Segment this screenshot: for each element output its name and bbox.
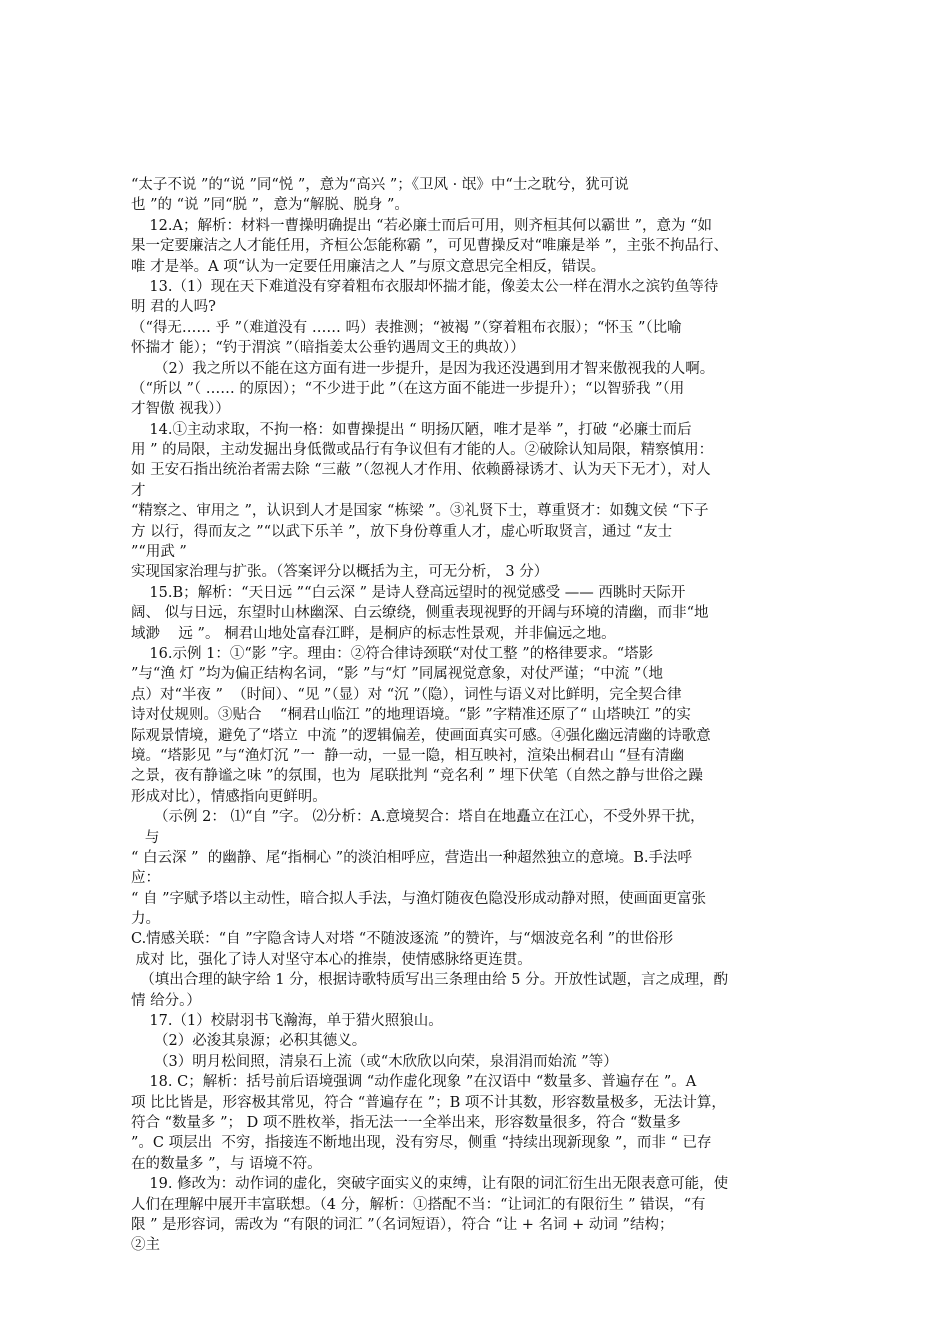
text-line: 12.A；解析：材料一曹操明确提出 “若必廉士而后可用，则齐桓其何以霸世 ”，意为 “如 (131, 217, 713, 234)
text-line: “ 白云深 ” 的幽静、尾“指桐心 ”的淡泊相呼应，营造出一种超然独立的意境。B.手法呼 (131, 849, 692, 866)
text-line: （示例 2： ⑴“自 ”字。 ⑵分析：A.意境契合：塔自在地矗立在江心，不受外界干扰， (131, 809, 705, 826)
text-line: 13.（1）现在天下难道没有穿着粗布衣服却怀揣才能，像姜太公一样在渭水之滨钓鱼等待 (131, 278, 719, 295)
text-line: （填出合理的缺字给 1 分，根据诗歌特质写出三条理由给 5 分。开放性试题，言之成理，酌 (131, 972, 729, 989)
text-line: ”“用武 ” (131, 544, 187, 561)
text-line: 人们在理解中展开丰富联想。（4 分，解析：①搭配不当：“让词汇的有限衍生 ” 错误，“有 (131, 1196, 706, 1213)
text-line: 情 给分。） (131, 992, 201, 1009)
text-line: 16.示例 1：①“影 ”字。理由：②符合律诗颈联“对仗工整 ”的格律要求。“塔影 (131, 645, 654, 662)
text-line: 诗对仗规则。③贴合 “桐君山临江 ”的地理语境。“影 ”字精准还原了“ 山塔映江 ”的实 (131, 707, 691, 724)
text-line: （“得无…… 乎 ”（难道没有 …… 吗）表推测；“被褐 ”（穿着粗布衣服）；“怀玉 ”（比喻 (131, 319, 682, 336)
text-line: “太子不说 ”的“说 ”同“悦 ”，意为“高兴 ”；《卫风 · 氓》中“士之耽兮，犹可说 (131, 177, 629, 193)
text-line: 成对 比，强化了诗人对坚守本心的推崇，使情感脉络更连贯。 (131, 951, 532, 968)
text-line: 15.B；解析：“天日远 ”“白云深 ” 是诗人登高远望时的视觉感受 —— 西眺时天际开 (131, 584, 686, 601)
text-line: 境。“塔影见 ”与“渔灯沉 ”一 静一动，一显一隐，相互映衬，渲染出桐君山 “昼有清幽 (131, 747, 685, 764)
text-line: （“所以 ”（ …… 的原因）；“不少进于此 ”（在这方面不能进一步提升）；“以智骄我 ”（用 (131, 380, 685, 397)
text-line: 17.（1）校尉羽书飞瀚海，单于猎火照狼山。 (131, 1013, 443, 1030)
text-line: 实现国家治理与扩张。（答案评分以概括为主，可无分析， 3 分） (131, 564, 549, 581)
text-line: 在的数量多 ”，与 语境不符。 (131, 1155, 322, 1172)
text-line: 才智傲 视我）） (131, 401, 230, 418)
text-line: 域渺 远 ”。 桐君山地处富春江畔，是桐庐的标志性景观，并非偏远之地。 (131, 625, 616, 642)
text-line: 方 以行，得而友之 ”“以武下乐羊 ”，放下身份尊重人才，虚心听取贤言，通过 “友士 (131, 523, 673, 540)
text-line: 应： (131, 870, 160, 887)
text-line: 形成对比），情感指向更鲜明。 (131, 788, 327, 805)
text-line: 与 (131, 829, 160, 846)
text-line: 果一定要廉洁之人才能任用，齐桓公怎能称霸 ”，可见曹操反对“唯廉是举 ”，主张不拘品行、 (131, 238, 728, 255)
text-line: 18. C；解析：括号前后语境强调 “动作虚化现象 ”在汉语中 “数量多、普遍存在 ”。A (131, 1074, 697, 1091)
text-line: 怀揣才 能）；“钓于渭滨 ”（暗指姜太公垂钓遇周文王的典故）） (131, 340, 525, 357)
text-line: 14.①主动求取，不拘一格：如曹操提出 “ 明扬仄陋，唯才是举 ”，打破 “必廉士而后 (131, 421, 692, 438)
text-line: ”。C 项层出 不穷，指接连不断地出现，没有穷尽，侧重 “持续出现新现象 ”，而非 “ 已存 (131, 1135, 712, 1152)
text-line: （2）必浚其泉源；必积其德义。 (131, 1033, 367, 1050)
text-line: 力。 (131, 911, 160, 928)
text-line: 才 (131, 482, 146, 499)
text-line: （2）我之所以不能在这方面有进一步提升，是因为我还没遇到用才智来傲视我的人啊。 (131, 360, 715, 377)
text-line: ②主 (131, 1237, 160, 1254)
text-line: ”与“渔 灯 ”均为偏正结构名词，“影 ”与“灯 ”同属视觉意象，对仗严谨；“中流 ”（地 (131, 666, 664, 683)
text-line: （3）明月松间照，清泉石上流（或“木欣欣以向荣，泉涓涓而始流 ”等） (131, 1053, 618, 1070)
text-line: “ 自 ”字赋予塔以主动性，暗合拟人手法，与渔灯随夜色隐没形成动静对照，使画面更富张 (131, 890, 707, 907)
text-line: 际观景情境，避免了“塔立 中流 ”的逻辑偏差，使画面真实可感。④强化幽远清幽的诗歌意 (131, 727, 711, 744)
text-line: 阔、 似与日远，东望时山林幽深、白云缭绕，侧重表现视野的开阔与环境的清幽，而非“地 (131, 605, 709, 622)
document-body (131, 175, 831, 1256)
text-line: 如 王安石指出统治者需去除 “三蔽 ”（忽视人才作用、依赖爵禄诱才、认为天下无才），对人 (131, 462, 711, 479)
text-line: 限 ” 是形容词，需改为 “有限的词汇 ”（名词短语），符合 “让 + 名词 + 动词 ”结构； (131, 1216, 674, 1233)
text-line: 唯 才是举。A 项“认为一定要任用廉洁之人 ”与原文意思完全相反，错误。 (131, 258, 606, 275)
text-line: “精察之、审用之 ”，认识到人才是国家 “栋梁 ”。③礼贤下士，尊重贤才：如魏文侯 “下子 (131, 503, 709, 520)
text-line: 点）对“半夜 ” （时间）、“见 ”（显）对 “沉 ”（隐），词性与语义对比鲜明，完全契合律 (131, 686, 682, 703)
text-line: 用 ” 的局限，主动发掘出身低微或品行有争议但有才能的人。②破除认知局限，精察慎用： (131, 442, 714, 459)
text-line: 也 ”的 “说 ”同“脱 ”，意为“解脱、脱身 ”。 (131, 197, 409, 214)
text-line: 符合 “数量多 ”； D 项不胜枚举，指无法一一全举出来，形容数量很多，符合 “数量多 (131, 1114, 681, 1131)
text-line: 明 君的人吗? (131, 299, 216, 316)
text-line: C.情感关联：“自 ”字隐含诗人对塔 “不随波逐流 ”的赞许，与“烟波竞名利 ”的世俗形 (131, 931, 674, 948)
text-line: 之景，夜有静谧之味 ”的氛围，也为 尾联批判 “竞名利 ” 埋下伏笔（自然之静与世俗之躁 (131, 768, 703, 785)
text-line: 项 比比皆是，形容极其常见，符合 “普遍存在 ”；B 项不计其数，形容数量极多，无法计算， (131, 1094, 726, 1111)
text-line: 19. 修改为：动作词的虚化，突破字面实义的束缚，让有限的词汇衍生出无限表意可能，使 (131, 1176, 729, 1193)
